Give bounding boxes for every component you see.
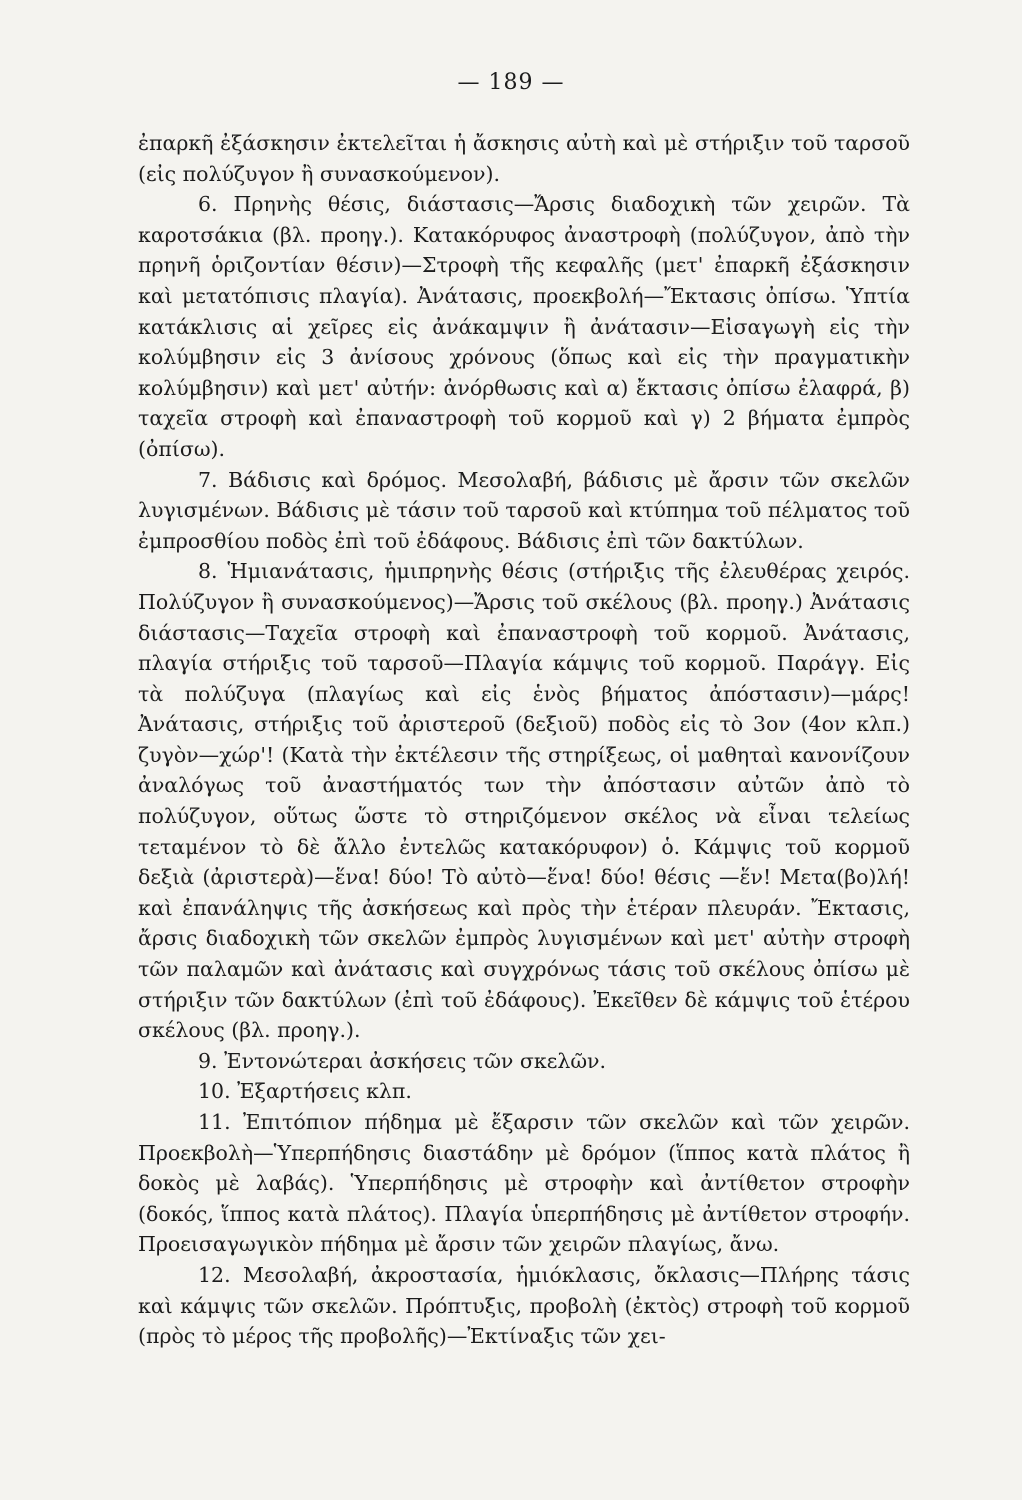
body-text [138,128,910,1352]
paragraph-continuation: ἐπαρκῆ ἐξάσκησιν ἐκτελεῖται ἡ ἄσκησις αὐτὴ καὶ μὲ στήριξιν τοῦ ταρσοῦ (εἰς πολύζυγον ἢ συνασκούμενον). [138,131,910,186]
paragraph-8: 8. Ἡμιανάτασις, ἡμιπρηνὴς θέσις (στήριξις τῆς ἐλευθέρας χειρός. Πολύζυγον ἢ συνασκούμενος)—Ἄρσις τοῦ σκέλους (βλ. προηγ.) Ἀνάτασις διάστασις—Ταχεῖα στροφὴ καὶ ἐπαναστροφὴ τοῦ κορμοῦ. Ἀνάτασις, πλαγία στήριξις τοῦ ταρσοῦ—Πλαγία κάμψις τοῦ κορμοῦ. Παράγγ. Εἰς τὰ πολύζυγα (πλαγίως καὶ εἰς ἑνὸς βήματος ἀπόστασιν)—μάρς! Ἀνάτασις, στήριξις τοῦ ἀριστεροῦ (δεξιοῦ) ποδὸς εἰς τὸ 3ον (4ον κλπ.) ζυγὸν—χώρ'! (Κατὰ τὴν ἐκτέλεσιν τῆς στηρίξεως, οἱ μαθηταὶ κανονίζουν ἀναλόγως τοῦ ἀναστήματός των τὴν ἀπόστασιν αὐτῶν ἀπὸ τὸ πολύζυγον, οὕτως ὥστε τὸ στηριζόμενον σκέλος νὰ εἶναι τελείως τεταμένον τὸ δὲ ἄλλο ἐντελῶς κατακόρυφον) ὁ. Κάμψις τοῦ κορμοῦ δεξιὰ (ἀριστερὰ)—ἕνα! δύο! Τὸ αὐτὸ—ἕνα! δύο! θέσις —ἕν! Μετα(βο)λή! καὶ ἐπανάληψις τῆς ἀσκήσεως καὶ πρὸς τὴν ἑτέραν πλευράν. Ἔκτασις, ἄρσις διαδοχικὴ τῶν σκελῶν ἐμπρὸς λυγισμένων καὶ μετ' αὐτὴν στροφὴ τῶν παλαμῶν καὶ ἀνάτασις καὶ συγχρόνως τάσις τοῦ σκέλους ὀπίσω μὲ στήριξιν τῶν δακτύλων (ἐπὶ τοῦ ἐδάφους). Ἐκεῖθεν δὲ κάμψις τοῦ ἑτέρου σκέλους (βλ. προηγ.). [138,559,910,1043]
page-number: — 189 — [457,70,565,95]
paragraph-9: 9. Ἐντονώτεραι ἀσκήσεις τῶν σκελῶν. [198,1048,607,1073]
paragraph-12: 12. Μεσολαβή, ἀκροστασία, ἡμιόκλασις, ὄκλασις—Πλήρης τάσις καὶ κάμψις τῶν σκελῶν. Πρόπτυξις, προβολὴ (ἐκτὸς) στροφὴ τοῦ κορμοῦ (πρὸς τὸ μέρος τῆς προβολῆς)—Ἐκτίναξις τῶν χει- [138,1262,910,1349]
paragraph-6: 6. Πρηνὴς θέσις, διάστασις—Ἄρσις διαδοχικὴ τῶν χειρῶν. Τὰ καροτσάκια (βλ. προηγ.). Κατακόρυφος ἀναστροφὴ (πολύζυγον, ἀπὸ τὴν πρηνῆ ὁριζοντίαν θέσιν)—Στροφὴ τῆς κεφαλῆς (μετ' ἐπαρκῆ ἐξάσκησιν καὶ μετατόπισις πλαγία). Ἀνάτασις, προεκβολή—Ἔκτασις ὀπίσω. Ὑπτία κατάκλισις αἱ χεῖρες εἰς ἀνάκαμψιν ἢ ἀνάτασιν—Εἰσαγωγὴ εἰς τὴν κολύμβησιν εἰς 3 ἀνίσους χρόνους (ὅπως καὶ εἰς τὴν πραγματικὴν κολύμβησιν) καὶ μετ' αὐτήν: ἀνόρθωσις καὶ α) ἔκτασις ὀπίσω ἐλαφρά, β) ταχεῖα στροφὴ καὶ ἐπαναστροφὴ τοῦ κορμοῦ καὶ γ) 2 βήματα ἐμπρὸς (ὀπίσω). [138,192,910,461]
paragraph-10: 10. Ἐξαρτήσεις κλπ. [198,1079,412,1104]
paragraph-11: 11. Ἐπιτόπιον πήδημα μὲ ἔξαρσιν τῶν σκελῶν καὶ τῶν χειρῶν. Προεκβολὴ—Ὑπερπήδησις διαστάδην μὲ δρόμον (ἵππος κατὰ πλάτος ἢ δοκὸς μὲ λαβάς). Ὑπερπήδησις μὲ στροφὴν καὶ ἀντίθετον στροφὴν (δοκός, ἵππος κατὰ πλάτος). Πλαγία ὑπερπήδησις μὲ ἀντίθετον στροφήν. Προεισαγωγικὸν πήδημα μὲ ἄρσιν τῶν χειρῶν πλαγίως, ἄνω. [138,1110,910,1257]
paragraph-7: 7. Βάδισις καὶ δρόμος. Μεσολαβή, βάδισις μὲ ἄρσιν τῶν σκελῶν λυγισμένων. Βάδισις μὲ τάσιν τοῦ ταρσοῦ καὶ κτύπημα τοῦ πέλματος τοῦ ἐμπροσθίου ποδὸς ἐπὶ τοῦ ἐδάφους. Βάδισις ἐπὶ τῶν δακτύλων. [138,467,910,553]
